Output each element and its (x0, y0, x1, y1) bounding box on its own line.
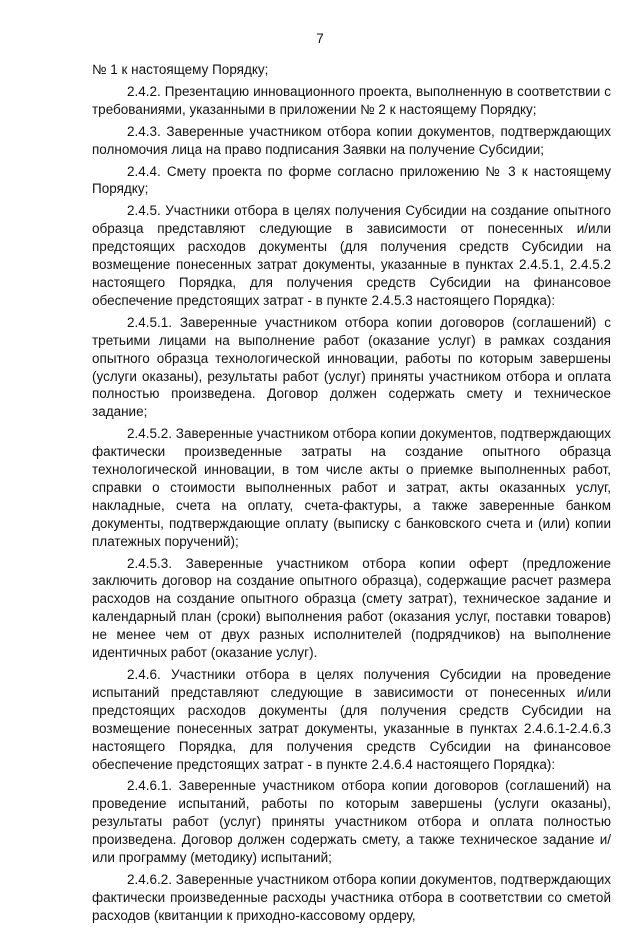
paragraph-2-4-5-2: 2.4.5.2. Заверенные участником отбора копии документов, подтверждающих фактически произведенные затраты на создание опытного образца технологической инновации, в том числе акты о приемке выполненных работ, справки о стоимости выполненных работ и затрат, акты оказанных услуг, накладные, счета на оплату, счета-фактуры, а также заверенные банком документы, подтверждающие оплату (выписку с банковского счета и (или) копии платежных поручений); (92, 426, 611, 549)
paragraph-2-4-6-2: 2.4.6.2. Заверенные участником отбора копии документов, подтверждающих фактически произведенные расходы участника отбора в соответствии со сметой расходов (квитанции к приходно-кассовому ордеру, (92, 871, 611, 923)
paragraph-2-4-2: 2.4.2. Презентацию инновационного проекта, выполненную в соответствии с требованиями, указанными в приложении № 2 к настоящему Порядку; (92, 83, 611, 117)
page-number: 7 (316, 31, 324, 46)
paragraph-2-4-6-1: 2.4.6.1. Заверенные участником отбора копии договоров (соглашений) на проведение испытаний, работы по которым завершены (услуги оказаны), результаты работ (услуг) приняты участником отбора и оплата полностью произведена. Договор должен содержать смету, а также техническое задание и/или программу (методику) испытаний; (92, 778, 611, 866)
paragraph-2-4-5-3: 2.4.5.3. Заверенные участником отбора копии оферт (предложение заключить договор на создание опытного образца), содержащие расчет размера расходов на создание опытного образца (смету затрат), техническое задание и календарный план (сроки) выполнения работ (оказания услуг, поставки товаров) не менее чем от двух разных исполнителей (подрядчиков) на выполнение идентичных работ (оказание услуг). (92, 555, 611, 661)
paragraph-2-4-5-1: 2.4.5.1. Заверенные участником отбора копии договоров (соглашений) с третьими лицами на выполнение работ (оказание услуг) в рамках создания опытного образца технологической инновации, работы по которым завершены (услуги оказаны), результаты работ (услуг) приняты участником отбора и оплата полностью произведена. Договор должен содержать смету и техническое задание; (92, 314, 611, 420)
paragraph-2-4-3: 2.4.3. Заверенные участником отбора копии документов, подтверждающих полномочия лица на право подписания Заявки на получение Субсидии; (92, 123, 611, 157)
document-body (92, 61, 611, 929)
paragraph-2-4-6: 2.4.6. Участники отбора в целях получения Субсидии на проведение испытаний представляют следующие в зависимости от понесенных и/или предстоящих расходов документы (для получения средств Субсидии на возмещение понесенных затрат документы, указанные в пунктах 2.4.6.1-2.4.6.3 настоящего Порядка, для получения средств Субсидии на финансовое обеспечение предстоящих затрат - в пункте 2.4.6.4 настоящего Порядка): (92, 667, 611, 772)
paragraph-2-4-4: 2.4.4. Смету проекта по форме согласно приложению № 3 к настоящему Порядку; (92, 163, 611, 197)
paragraph-2-4-5: 2.4.5. Участники отбора в целях получения Субсидии на создание опытного образца представляют следующие в зависимости от понесенных и/или предстоящих расходов документы (для получения средств Субсидии на возмещение понесенных затрат документы, указанные в пунктах 2.4.5.1, 2.4.5.2 настоящего Порядка, для получения средств Субсидии на финансовое обеспечение предстоящих затрат - в пункте 2.4.5.3 настоящего Порядка): (92, 203, 611, 308)
paragraph-continuation: № 1 к настоящему Порядку; (92, 62, 269, 77)
